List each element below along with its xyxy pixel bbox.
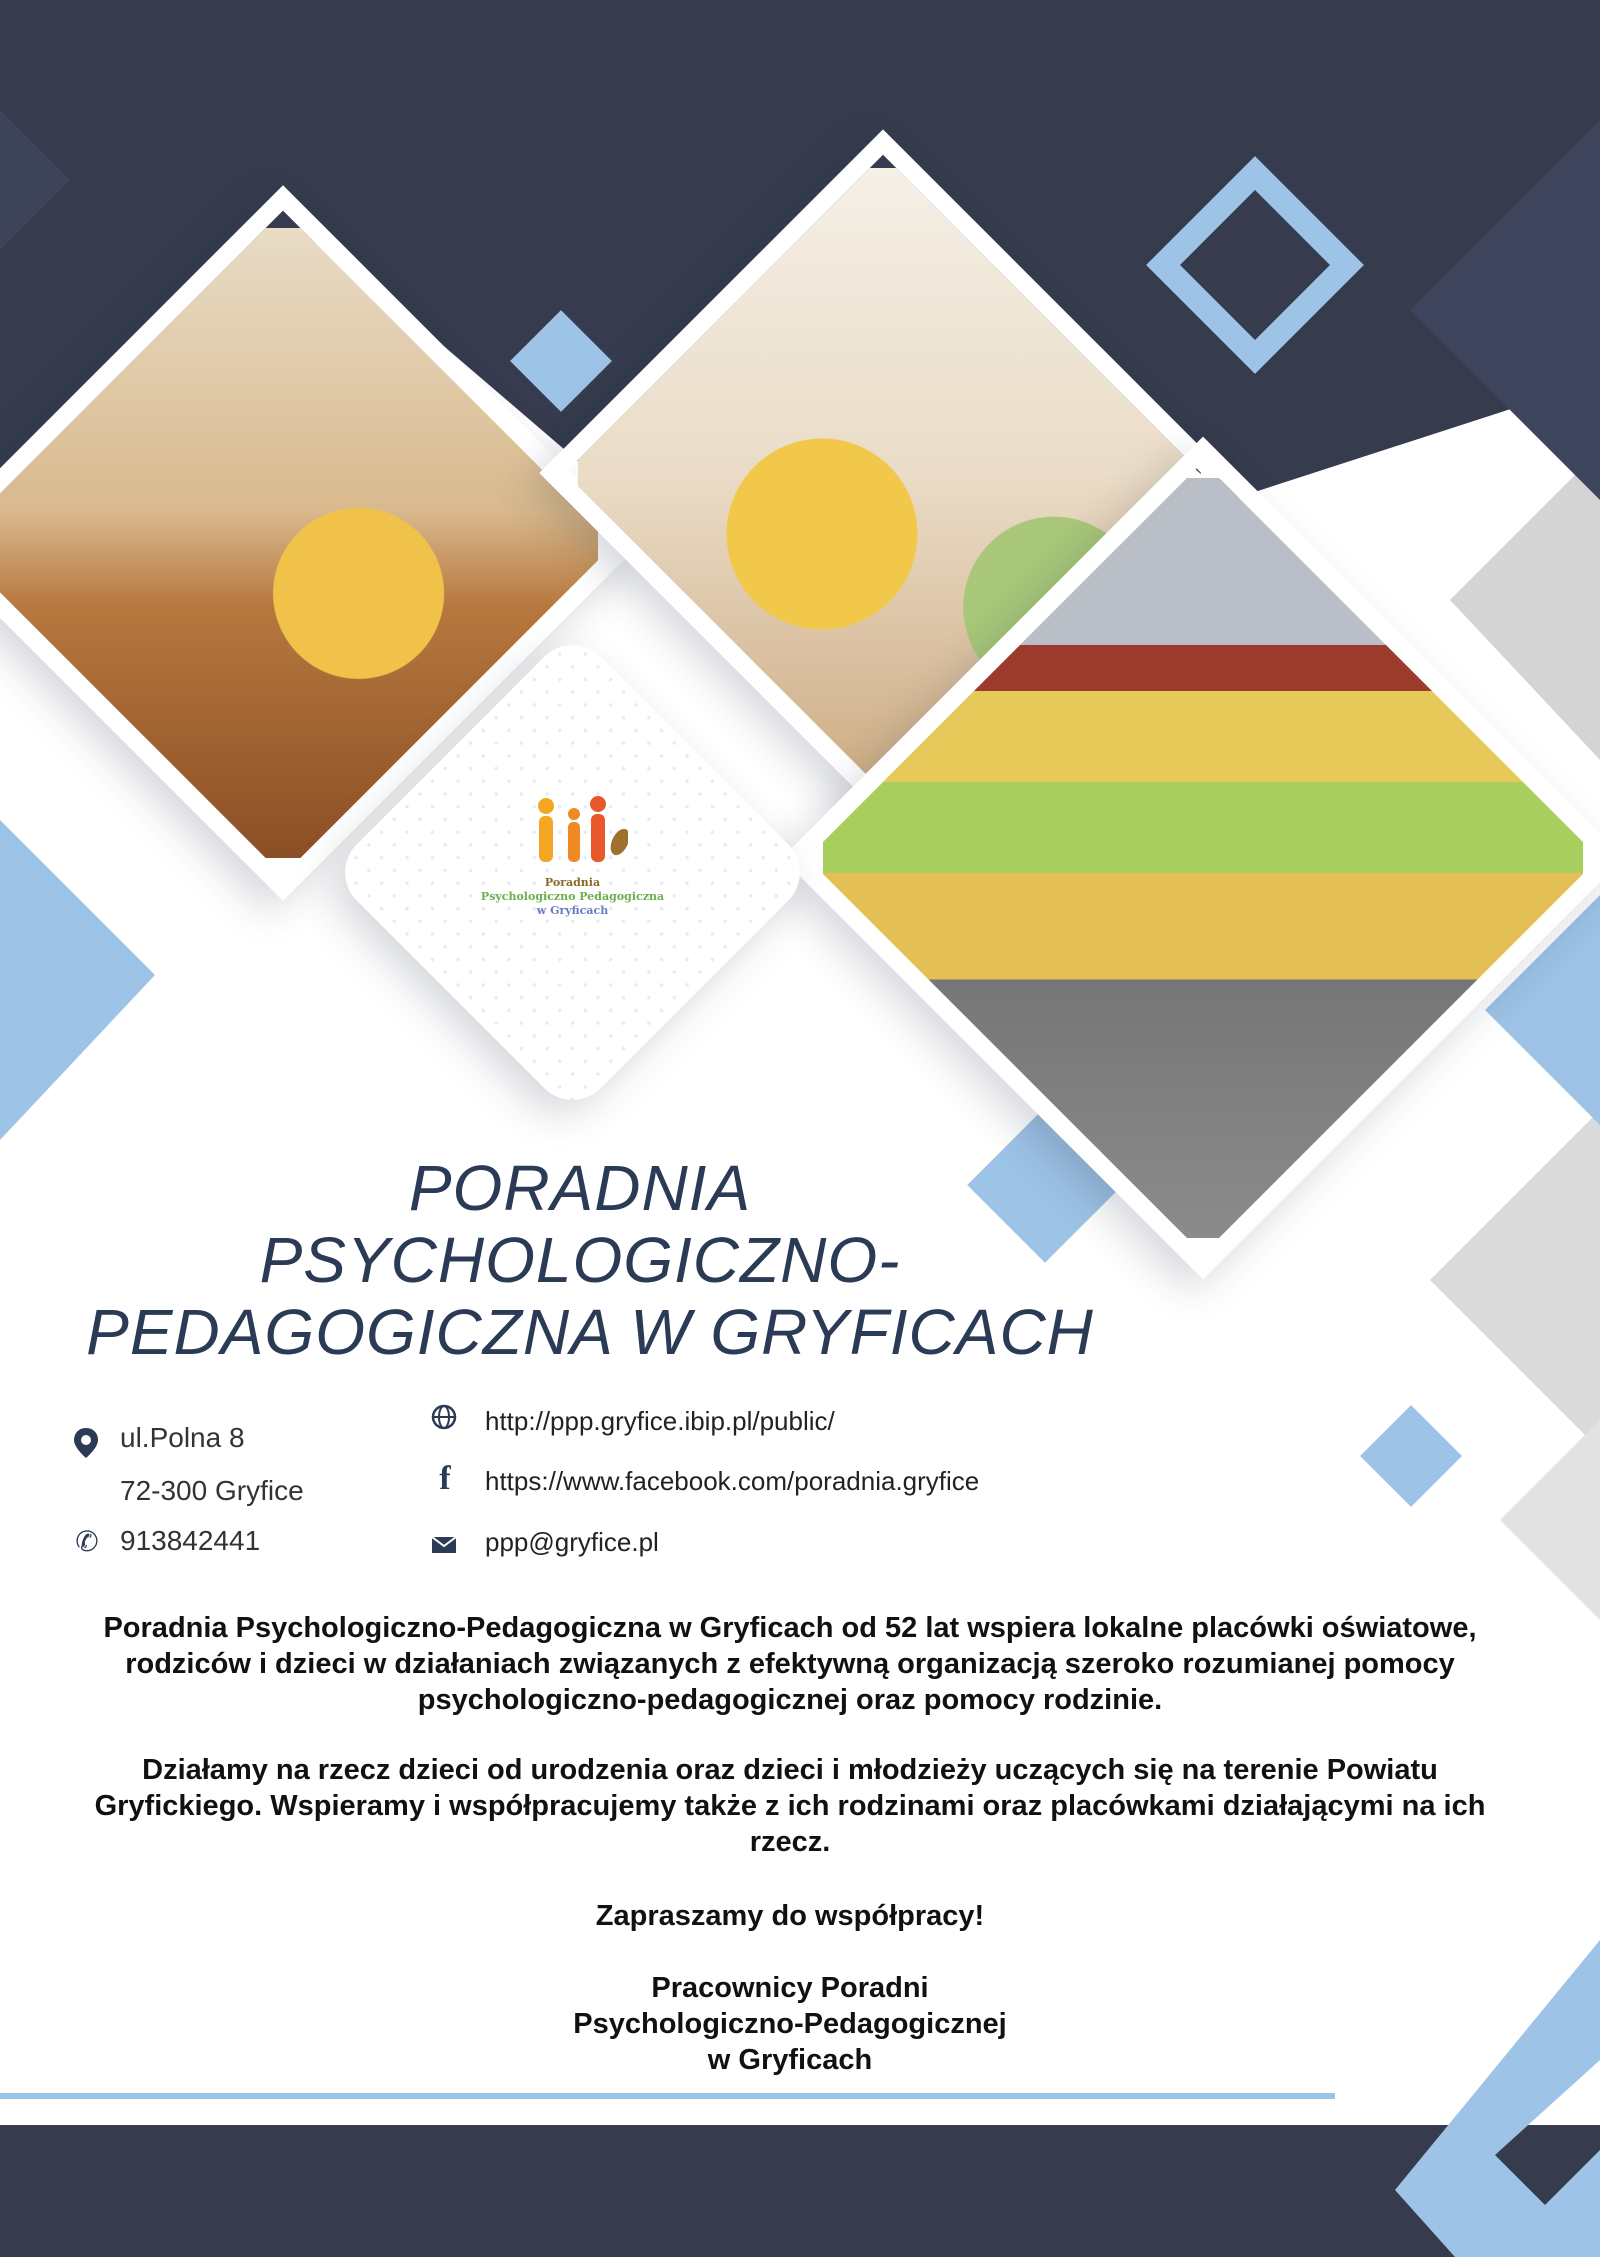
invitation-text: Zapraszamy do współpracy! (595, 1900, 985, 1932)
phone-number: 913842441 (120, 1525, 261, 1556)
description-paragraph-2: Działamy na rzecz dzieci od urodzenia oraz dzieci i młodzieży uczących się na terenie Powiatu Gryfickiego. Wspieramy i współpracujemy także z ich rodzinami oraz placówkami działającymi na ich rzecz. (94, 1754, 1486, 1858)
signature-line2: Psychologiczno-Pedagogicznej (573, 2008, 1007, 2040)
logo-text-line1: Poradnia (544, 876, 601, 889)
website-link[interactable]: http://ppp.gryfice.ibip.pl/public/ (485, 1406, 835, 1436)
page-title-line2: PSYCHOLOGICZNO- (259, 1224, 901, 1296)
address-street: ul.Polna 8 (120, 1422, 245, 1453)
navy-chevron-shape (0, 110, 70, 250)
logo-text-line2: Psychologiczno Pedagogiczna (480, 890, 665, 903)
small-blue-diamond (510, 310, 612, 412)
location-pin-icon (72, 1426, 100, 1460)
page-title-line3: PEDAGOGICZNA W GRYFICACH (86, 1296, 1094, 1368)
logo-text-line3: w Gryficach (536, 904, 609, 917)
facebook-icon: f (439, 1460, 451, 1497)
accent-divider-line (0, 2093, 1335, 2099)
email-link[interactable]: ppp@gryfice.pl (485, 1527, 659, 1557)
description-paragraph-1: Poradnia Psychologiczno-Pedagogiczna w Gryficach od 52 lat wspiera lokalne placówki oświatowe, rodziców i dzieci w działaniach związanych z efektywną organizacją szeroko rozumianej pomocy psychologiczno-pedagogicznej oraz pomocy rodzinie. (103, 1612, 1477, 1716)
signature-line1: Pracownicy Poradni (651, 1972, 929, 2004)
phone-icon: ✆ (75, 1526, 99, 1557)
globe-icon (430, 1403, 458, 1431)
logo (400, 700, 745, 1045)
family-figures-logo-icon (528, 792, 628, 872)
outline-blue-diamond (1163, 173, 1347, 357)
facebook-link[interactable]: https://www.facebook.com/poradnia.gryfice (485, 1466, 980, 1496)
address-city: 72-300 Gryfice (120, 1475, 304, 1506)
envelope-icon (430, 1535, 458, 1555)
signature-line3: w Gryficach (707, 2044, 873, 2076)
page-title-line1: PORADNIA (408, 1152, 752, 1224)
